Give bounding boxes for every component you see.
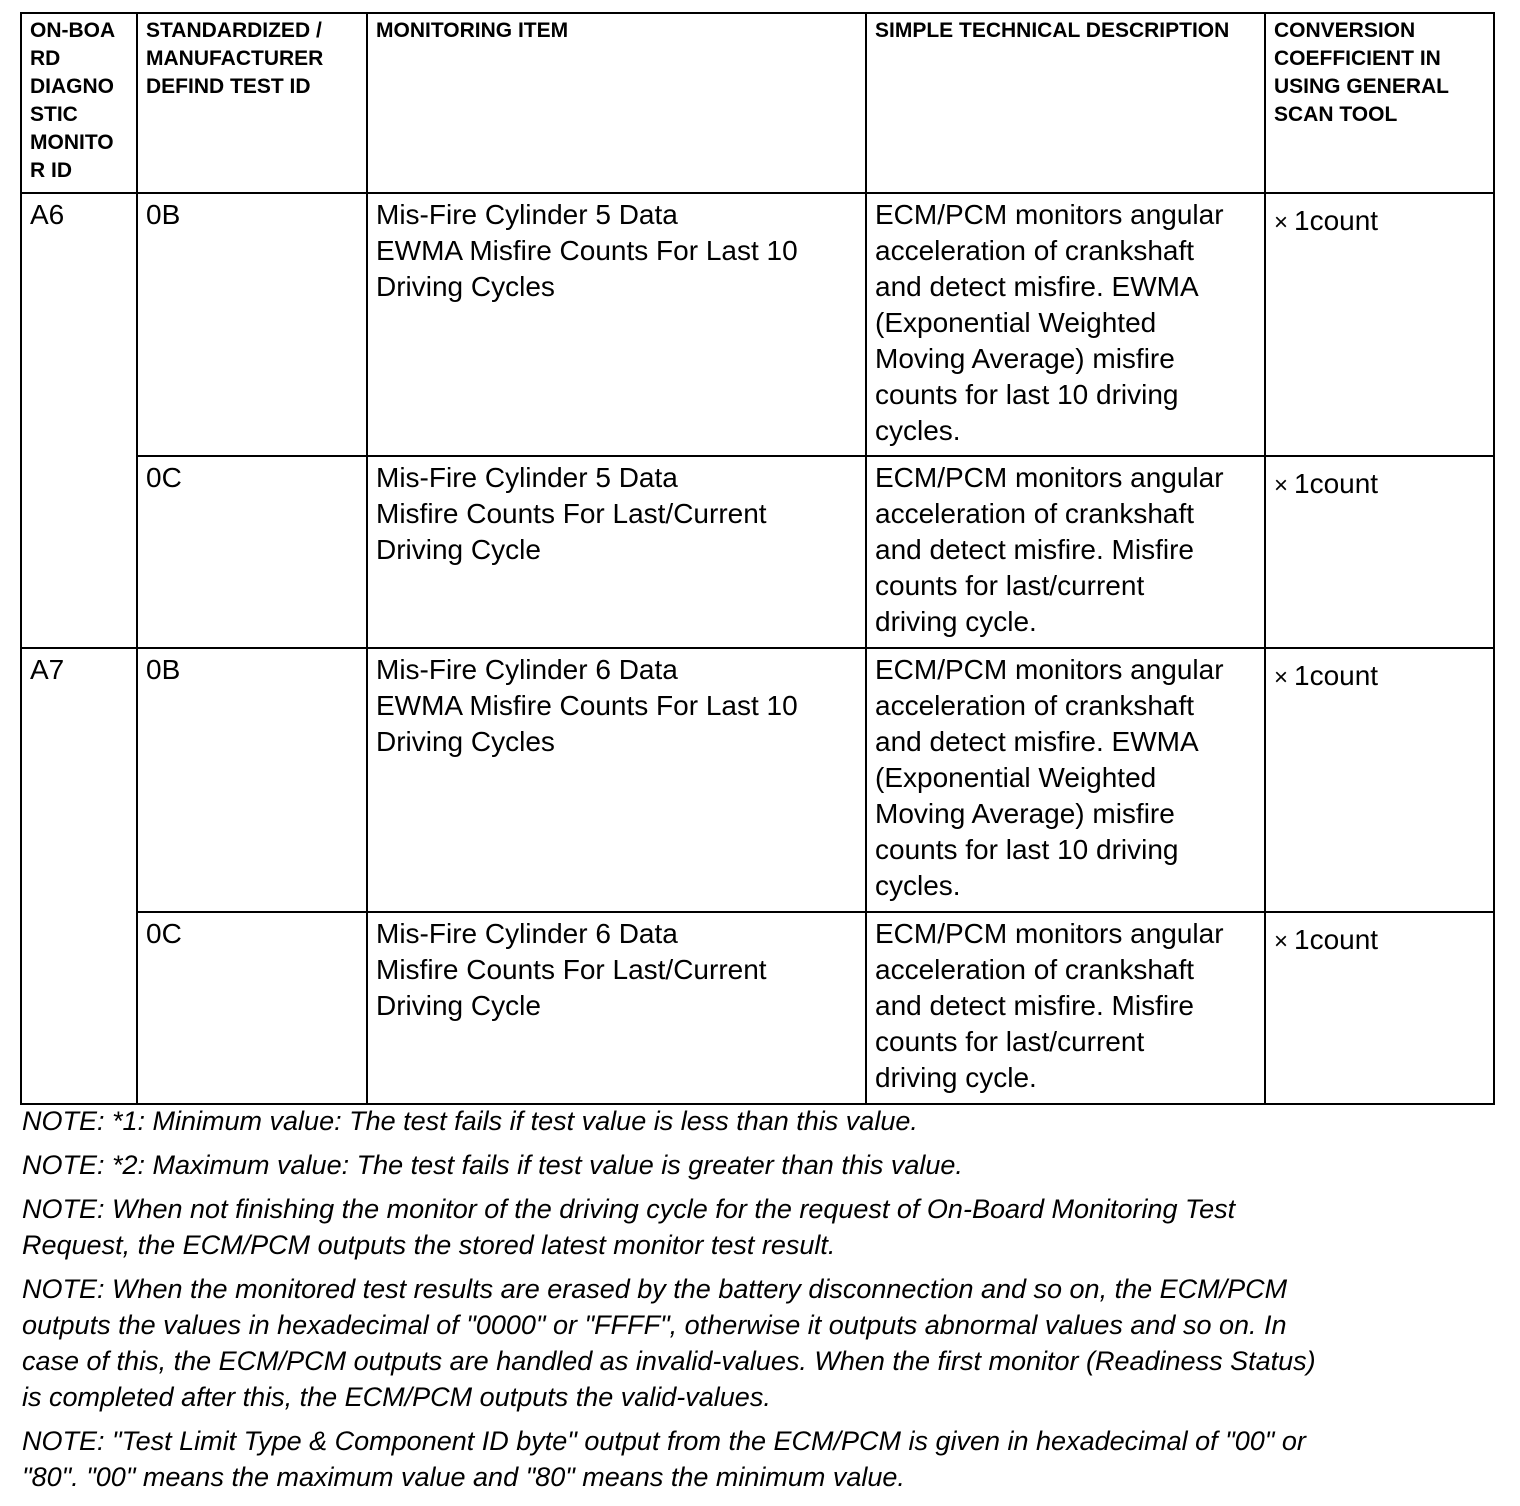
multiply-icon: × bbox=[1274, 928, 1289, 955]
test-id-cell: 0B bbox=[137, 648, 367, 912]
note-results-erased: NOTE: When the monitored test results are erased by the battery disconnection and so on, the ECM/PCM outputs the values in hexadecimal of "0000" or "FFFF", otherwise it outputs abnormal values and so on. In case of this, the ECM/PCM outputs are handled as invalid-values. When the first monitor (Readiness Status) is completed after this, the ECM/PCM outputs the valid-values. bbox=[22, 1274, 1316, 1412]
table-row bbox=[21, 912, 1494, 1104]
description-cell: ECM/PCM monitors angular acceleration of crankshaft and detect misfire. Misfire counts for last/current driving cycle. bbox=[866, 912, 1265, 1104]
test-id-cell: 0B bbox=[137, 193, 367, 456]
description-cell: ECM/PCM monitors angular acceleration of crankshaft and detect misfire. EWMA (Exponential Weighted Moving Average) misfire counts for last 10 driving cycles. bbox=[866, 193, 1265, 456]
table-row bbox=[21, 193, 1494, 456]
monitoring-item-cell: Mis-Fire Cylinder 6 Data EWMA Misfire Counts For Last 10 Driving Cycles bbox=[367, 648, 866, 912]
description-cell: ECM/PCM monitors angular acceleration of crankshaft and detect misfire. Misfire counts for last/current driving cycle. bbox=[866, 456, 1265, 648]
monitoring-item-cell: Mis-Fire Cylinder 6 Data Misfire Counts For Last/Current Driving Cycle bbox=[367, 912, 866, 1104]
monitoring-item-cell: Mis-Fire Cylinder 5 Data Misfire Counts For Last/Current Driving Cycle bbox=[367, 456, 866, 648]
multiply-icon: × bbox=[1274, 664, 1289, 691]
multiply-icon: × bbox=[1274, 472, 1289, 499]
header-monitor-id: ON-BOA RD DIAGNO STIC MONITO R ID bbox=[21, 13, 137, 193]
note-maximum-value: NOTE: *2: Maximum value: The test fails if test value is greater than this value. bbox=[22, 1150, 963, 1180]
note-monitor-not-finished: NOTE: When not finishing the monitor of the driving cycle for the request of On-Board Monitoring Test Request, the ECM/PCM outputs the stored latest monitor test result. bbox=[22, 1194, 1236, 1260]
header-conversion: CONVERSION COEFFICIENT IN USING GENERAL SCAN TOOL bbox=[1265, 13, 1494, 193]
test-id-cell: 0C bbox=[137, 456, 367, 648]
table-row bbox=[21, 456, 1494, 648]
note-minimum-value: NOTE: *1: Minimum value: The test fails if test value is less than this value. bbox=[22, 1106, 918, 1136]
header-row bbox=[21, 13, 1494, 193]
notes-section bbox=[22, 1103, 1497, 1503]
monitor-table bbox=[20, 12, 1495, 1105]
monitor-id-cell: A6 bbox=[21, 193, 137, 648]
conversion-cell: × 1count bbox=[1265, 912, 1494, 1104]
conversion-cell: × 1count bbox=[1265, 193, 1494, 456]
table-row bbox=[21, 648, 1494, 912]
header-test-id: STANDARDIZED / MANUFACTURER DEFIND TEST ID bbox=[137, 13, 367, 193]
monitor-id-cell: A7 bbox=[21, 648, 137, 1104]
description-cell: ECM/PCM monitors angular acceleration of crankshaft and detect misfire. EWMA (Exponential Weighted Moving Average) misfire counts for last 10 driving cycles. bbox=[866, 648, 1265, 912]
header-monitoring-item: MONITORING ITEM bbox=[367, 13, 866, 193]
test-id-cell: 0C bbox=[137, 912, 367, 1104]
conversion-cell: × 1count bbox=[1265, 456, 1494, 648]
note-test-limit-type: NOTE: "Test Limit Type & Component ID byte" output from the ECM/PCM is given in hexadecimal of "00" or "80". "00" means the maximum value and "80" means the minimum value. bbox=[22, 1426, 1306, 1492]
monitoring-item-cell: Mis-Fire Cylinder 5 Data EWMA Misfire Counts For Last 10 Driving Cycles bbox=[367, 193, 866, 456]
multiply-icon: × bbox=[1274, 209, 1289, 236]
conversion-cell: × 1count bbox=[1265, 648, 1494, 912]
header-description: SIMPLE TECHNICAL DESCRIPTION bbox=[866, 13, 1265, 193]
